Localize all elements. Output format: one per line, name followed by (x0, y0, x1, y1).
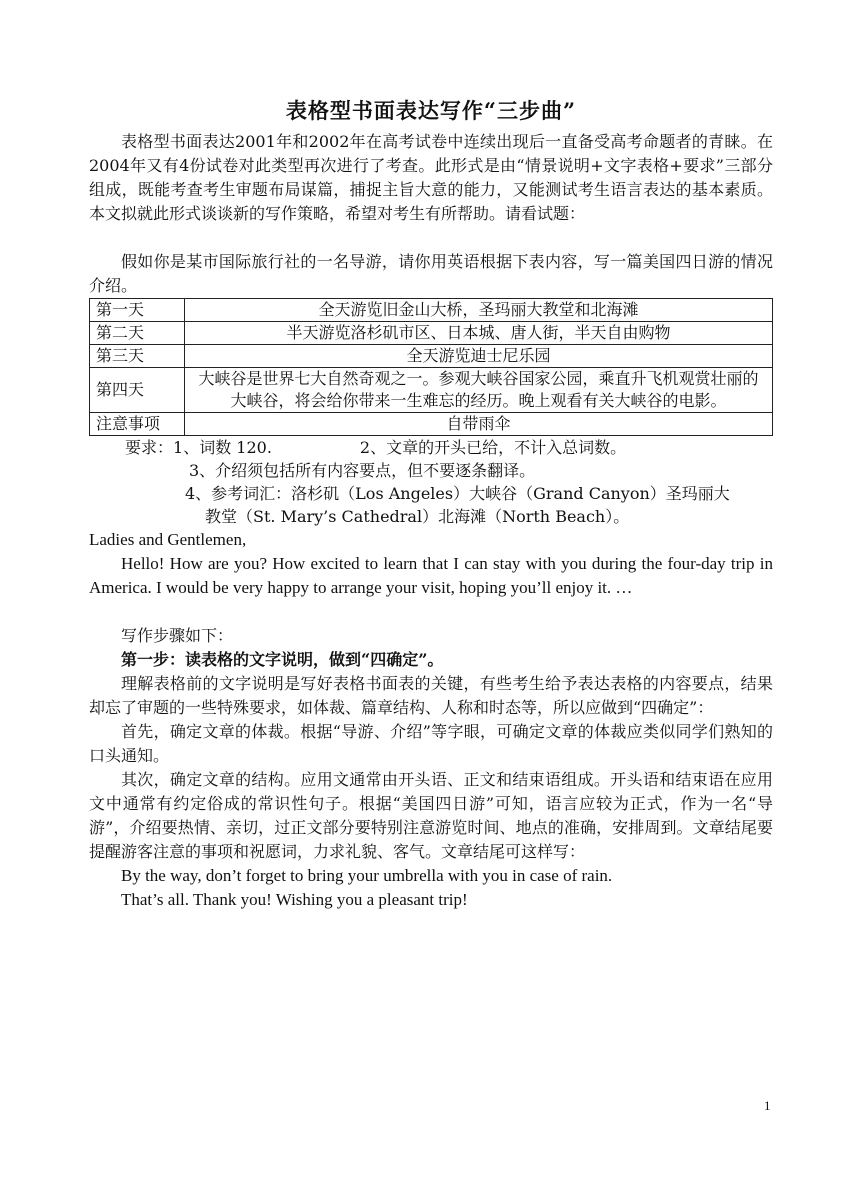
blank-line (89, 600, 773, 624)
requirement-4a: 4、参考词汇：洛杉矶（Los Angeles）大峡谷（Grand Canyon）圣玛丽大 (185, 484, 730, 503)
requirement-line-1 (89, 436, 773, 459)
table-row (90, 368, 773, 413)
blank-line (89, 226, 773, 250)
requirement-3: 3、介绍须包括所有内容要点，但不要逐条翻译。 (189, 461, 536, 480)
day-cell: 第一天 (90, 299, 185, 322)
page-content (89, 96, 773, 912)
step1-paragraph-2: 首先，确定文章的体裁。根据“导游、介绍”等字眼，可确定文章的体裁应类似同学们熟知的口头通知。 (89, 722, 773, 765)
requirement-4b: 教堂（St. Mary’s Cathedral）北海滩（North Beach）。 (205, 507, 630, 526)
step1-paragraph-3: 其次，确定文章的结构。应用文通常由开头语、正文和结束语组成。开头语和结束语在应用文中通常有约定俗成的常识性句子。根据“美国四日游”可知，语言应较为正式，作为一名“导游”，介绍要热情、亲切，过正文部分要特别注意游览时间、地点的准确，安排周到。文章结尾要提醒游客注意的事项和祝愿词，力求礼貌、客气。文章结尾可这样写： (89, 770, 773, 861)
table-row (90, 299, 773, 322)
example-sentence-2: That’s all. Thank you! Wishing you a pleasant trip! (121, 890, 468, 909)
steps-intro: 写作步骤如下： (121, 626, 234, 645)
desc-cell: 大峡谷是世界七大自然奇观之一。参观大峡谷国家公园，乘直升飞机观赏壮丽的大峡谷，将会给你带来一生难忘的经历。晚上观看有关大峡谷的电影。 (185, 368, 773, 413)
letter-opening: Hello! How are you? How excited to learn that I can stay with you during the four-day trip in America. I would be very happy to arrange your visit, hoping you’ll enjoy it. … (89, 554, 773, 597)
day-cell: 第四天 (90, 368, 185, 413)
requirements-label: 要求： (125, 438, 174, 457)
desc-cell: 半天游览洛杉矶市区、日本城、唐人街，半天自由购物 (185, 322, 773, 345)
desc-cell: 自带雨伞 (185, 413, 773, 436)
page-number: 1 (764, 1098, 771, 1113)
table-row (90, 345, 773, 368)
day-cell: 注意事项 (90, 413, 185, 436)
desc-cell: 全天游览旧金山大桥，圣玛丽大教堂和北海滩 (185, 299, 773, 322)
table-row (90, 413, 773, 436)
requirement-2: 2、文章的开头已给，不计入总词数。 (359, 438, 627, 457)
intro-paragraph: 表格型书面表达2001年和2002年在高考试卷中连续出现后一直备受高考命题者的青睐。在2004年又有4份试卷对此类型再次进行了考查。此形式是由“情景说明+文字表格+要求”三部分组成，既能考查考生审题布局谋篇，捕捉主旨大意的能力，又能测试考生语言表达的基本素质。本文拟就此形式谈谈新的写作策略，希望对考生有所帮助。请看试题： (89, 132, 773, 223)
letter-salutation: Ladies and Gentlemen, (89, 530, 247, 549)
step1-heading: 第一步：读表格的文字说明，做到“四确定”。 (121, 650, 444, 669)
prompt-paragraph: 假如你是某市国际旅行社的一名导游，请你用英语根据下表内容，写一篇美国四日游的情况介绍。 (89, 252, 773, 295)
page-title: 表格型书面表达写作“三步曲” (285, 98, 577, 123)
day-cell: 第三天 (90, 345, 185, 368)
step1-paragraph-1: 理解表格前的文字说明是写好表格书面表的关键，有些考生给予表达表格的内容要点，结果却忘了审题的一些特殊要求，如体裁、篇章结构、人称和时态等，所以应做到“四确定”： (89, 674, 773, 717)
table-row (90, 322, 773, 345)
requirement-1: 1、词数 120. (173, 438, 272, 457)
day-cell: 第二天 (90, 322, 185, 345)
schedule-table (89, 298, 773, 436)
desc-cell: 全天游览迪士尼乐园 (185, 345, 773, 368)
example-sentence-1: By the way, don’t forget to bring your umbrella with you in case of rain. (121, 866, 613, 885)
